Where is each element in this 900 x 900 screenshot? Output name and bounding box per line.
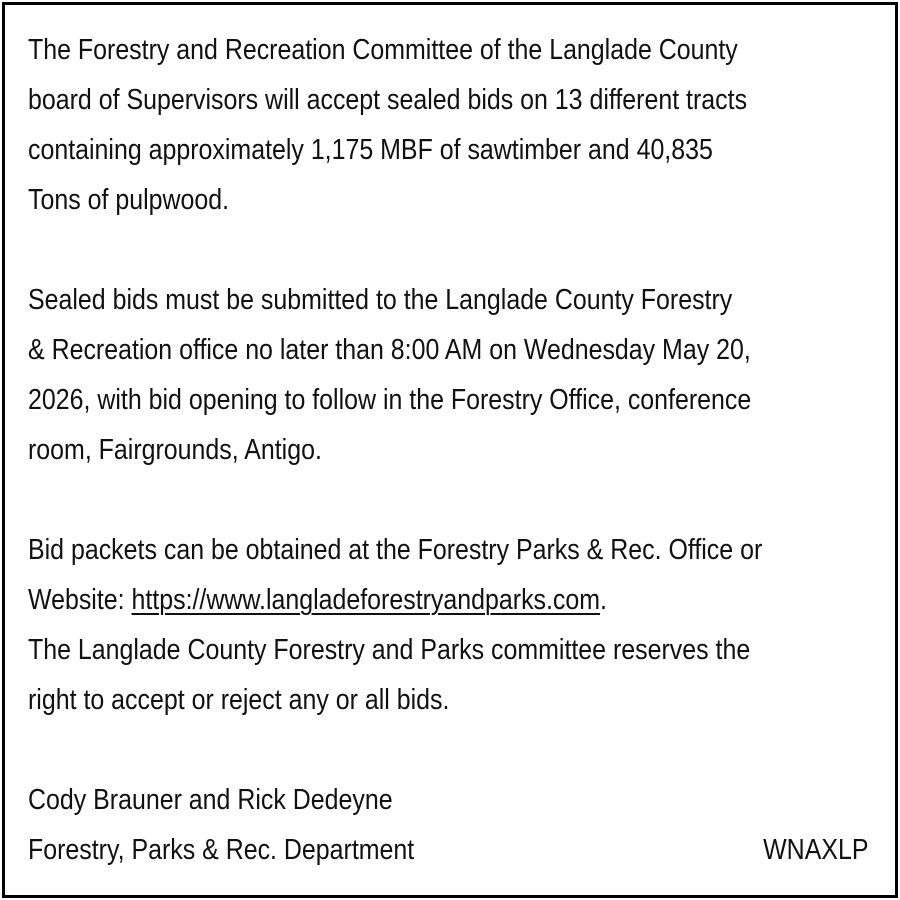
bid-packets-line: Bid packets can be obtained at the Forestry Parks & Rec. Office or <box>28 534 763 566</box>
submission-line-1: Sealed bids must be submitted to the Langlade County Forestry <box>28 284 733 316</box>
notice-body <box>28 25 763 875</box>
paragraph-gap <box>28 725 755 775</box>
paragraph-gap <box>28 475 755 525</box>
website-suffix: . <box>600 584 607 616</box>
publication-code: WNAXLP <box>762 834 868 866</box>
reservation-line-1: The Langlade County Forestry and Parks committee reserves the <box>28 634 751 666</box>
submission-line-4: room, Fairgrounds, Antigo. <box>28 434 322 466</box>
website-link[interactable]: https://www.langladeforestryandparks.com <box>131 584 601 616</box>
website-prefix: Website: <box>28 584 132 616</box>
bid-announcement-line-1: The Forestry and Recreation Committee of the Langlade County <box>28 34 738 66</box>
bid-announcement-line-4: Tons of pulpwood. <box>28 184 230 216</box>
legal-notice <box>2 2 898 898</box>
submission-line-2: & Recreation office no later than 8:00 AM on Wednesday May 20, <box>28 334 751 366</box>
bid-announcement-line-3: containing approximately 1,175 MBF of sawtimber and 40,835 <box>28 134 713 166</box>
reservation-line-2: right to accept or reject any or all bids. <box>28 684 450 716</box>
department-name: Forestry, Parks & Rec. Department <box>28 834 415 866</box>
website-line <box>28 575 755 625</box>
submission-line-3: 2026, with bid opening to follow in the Forestry Office, conference <box>28 384 752 416</box>
bid-announcement-line-2: board of Supervisors will accept sealed bids on 13 different tracts <box>28 84 748 116</box>
signatory-names: Cody Brauner and Rick Dedeyne <box>28 784 393 816</box>
paragraph-gap <box>28 225 755 275</box>
